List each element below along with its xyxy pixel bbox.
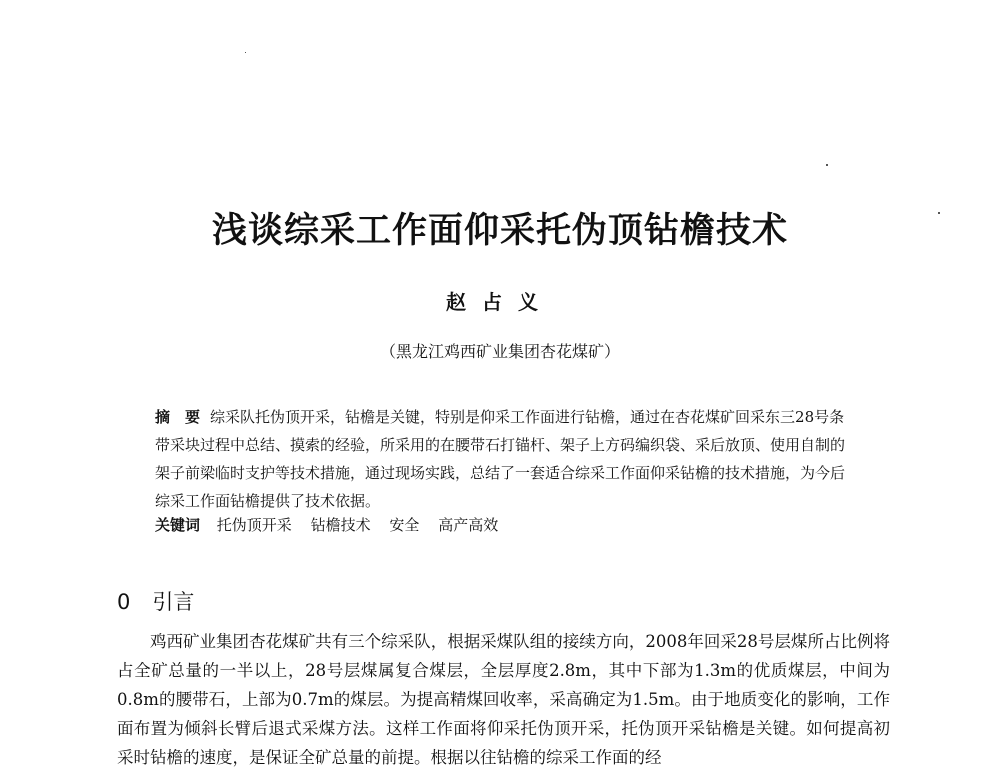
abstract-label: 摘 要 <box>155 408 201 426</box>
section-number: 0 <box>117 590 131 614</box>
body-paragraph: 鸡西矿业集团杏花煤矿共有三个综采队，根据采煤队组的接续方向，2008年回采28号层煤所占比例将占全矿总量的一半以上，28号层煤属复合煤层，全层厚度2.8m，其中下部为1.3m的优质煤层，中间为0.8m的腰带石，上部为0.7m的煤层。为提高精煤回收率，采高确定为1.5m。由于地质变化的影响，工作面布置为倾斜长臂后退式采煤方法。这样工作面将仰采托伪顶开采，托伪顶开采钻檐是关键。如何提高初采时钻檐的速度，是保证全矿总量的前提。根据以往钻檐的综采工作面的经 <box>117 632 890 767</box>
author-name: 赵占义 <box>446 290 554 314</box>
keywords-label: 关键词 <box>155 516 201 534</box>
keywords <box>155 514 855 535</box>
abstract-text: 综采队托伪顶开采，钻檐是关键，特别是仰采工作面进行钻檐，通过在杏花煤矿回采东三28号条带采块过程中总结、摸索的经验，所采用的在腰带石打锚杆、架子上方码编织袋、采后放顶、使用自制的架子前梁临时支护等技术措施，通过现场实践，总结了一套适合综采工作面仰采钻檐的技术措施，为今后综采工作面钻檐提供了技术依据。 <box>155 408 846 510</box>
paper-title: 浅谈综采工作面仰采托伪顶钻檐技术 <box>211 211 788 251</box>
abstract <box>155 403 855 515</box>
section-heading <box>117 586 194 616</box>
keyword: 钻檐技术 <box>310 516 371 534</box>
keyword: 托伪顶开采 <box>216 516 292 534</box>
author-affiliation: （黑龙江鸡西矿业集团杏花煤矿） <box>379 342 620 361</box>
keyword: 高产高效 <box>438 516 499 534</box>
scan-speck <box>245 52 246 53</box>
keyword: 安全 <box>389 516 420 534</box>
scan-speck <box>826 164 828 166</box>
section-title: 引言 <box>152 590 195 614</box>
scan-speck <box>938 212 940 214</box>
